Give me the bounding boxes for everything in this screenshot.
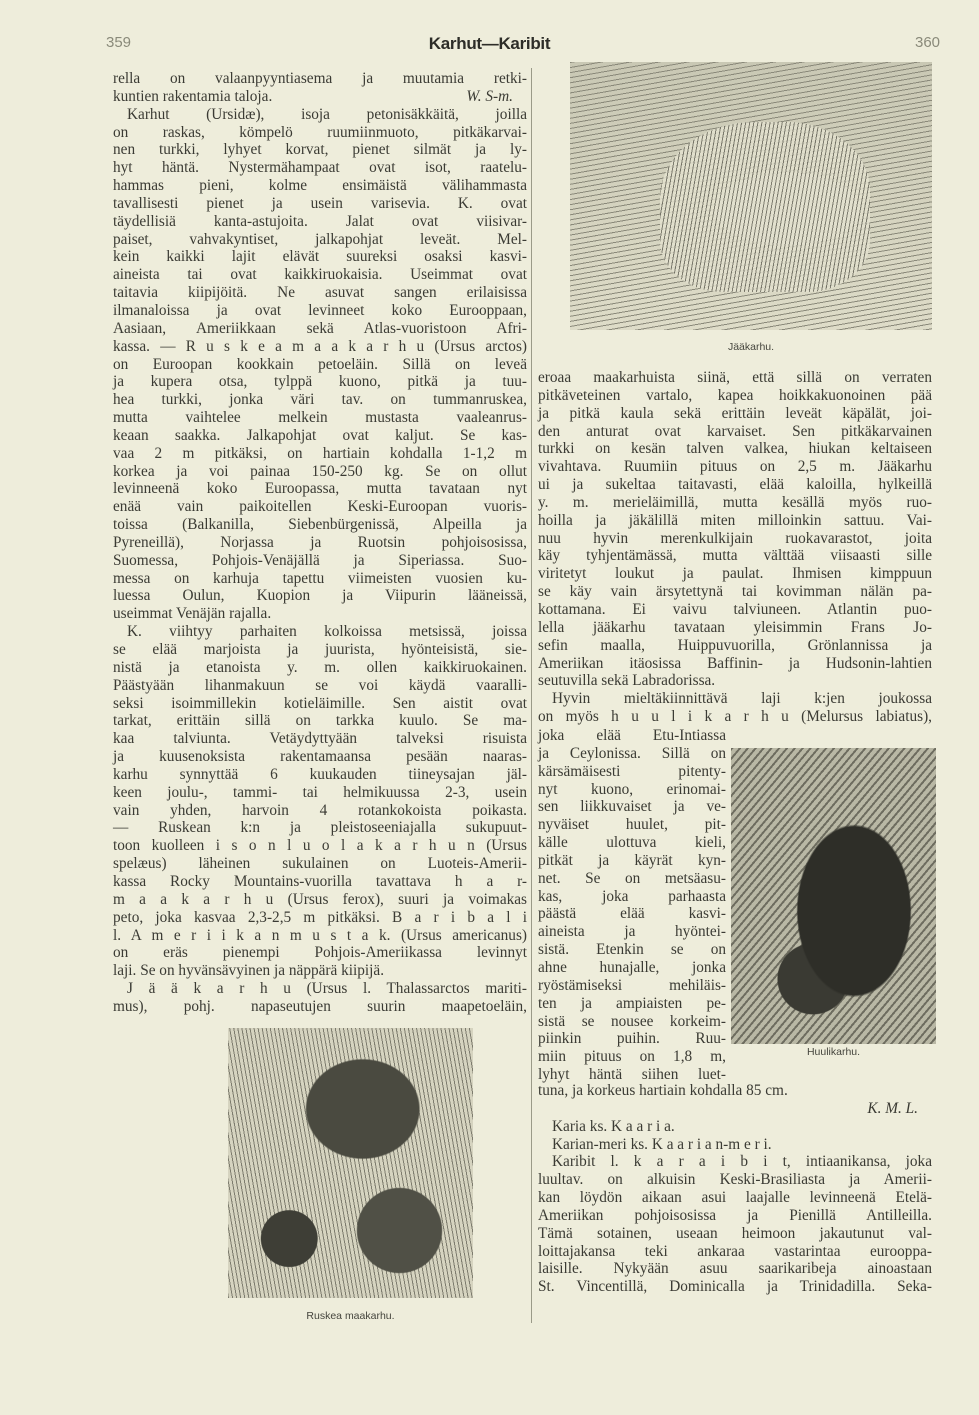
text-line: ten ja ampiaisten pe- — [538, 994, 726, 1012]
text-line: spelæus) läheinen sukulainen on Luoteis-Amerii- — [113, 855, 527, 873]
text-line: luessa Oulun, Kuopion ja Viipurin lääneissä, — [113, 587, 527, 605]
text-line: den anturat ovat karvaiset. Sen pitkäkarvainen — [538, 422, 932, 440]
text-line: on Euroopan kookkain petoeläin. Sillä on leveä — [113, 355, 527, 373]
text-line: nistä ja etanoista y. m. ollen kaikkiruokainen. — [113, 658, 527, 676]
text-line: peto, joka kasvaa 2,3-2,5 m pitkäksi. B a r i b a l i — [113, 908, 527, 926]
text-line: sistä. Etenkin se on — [538, 941, 726, 959]
text-line: useimmat Venäjän rajalla. — [113, 605, 272, 623]
text-line: net. Se on metsäasu- — [538, 869, 726, 887]
text-line: karhu synnyttää 6 kuukauden tiineysajan jäl- — [113, 765, 527, 783]
text-line: ja kuusenoksista rakentamaansa pesään naaras- — [113, 748, 527, 766]
text-line: kaa talviunta. Vetäydyttyään talveksi risuista — [113, 730, 527, 748]
running-head: Karhut—Karibit — [428, 34, 551, 53]
text-line: kan löydön aikaan asui laajalle levinneenä Etelä- — [538, 1189, 932, 1207]
polar-bear-caption: Jääkarhu. — [727, 341, 775, 353]
text-line: Aasiaan, Ameriikkaan sekä Atlas-vuoristoon Afri- — [113, 319, 527, 337]
text-line: messa on karhuja tapettu viimeisten vuosien ku- — [113, 569, 527, 587]
polar-bear-figure — [660, 122, 870, 292]
text-line: mus), pohj. napaseutujen suurin maapetoeläin, — [113, 997, 527, 1015]
text-line: päästä elää kasvi- — [538, 905, 726, 923]
text-line: lella jääkarhu tavataan yleisimmin Frans Jo- — [538, 618, 932, 636]
text-line: tavallisesti pienet ja usein varisevia. K. ovat — [113, 194, 527, 212]
text-line: luultav. on alkuisin Keski-Brasiliasta ja Amerii- — [538, 1171, 932, 1189]
text-line: ui ja sukeltaa taitavasti, elää kaloilla, hylkeillä — [538, 476, 932, 494]
text-line: turkki on kesän talven valkea, hiukan keltaiseen — [538, 440, 932, 458]
text-line: Hyvin mieltäkiinnittävä laji k:jen joukossa — [552, 690, 932, 708]
text-line: on eräs pienempi Pohjois-Ameriikassa levinnyt — [113, 944, 527, 962]
text-line: tuna, ja korkeus hartiain kohdalla 85 cm. — [538, 1082, 788, 1099]
text-line: joka elää Etu-Intiassa — [538, 727, 726, 744]
text-line: Tämä sotainen, useaan heimoon jakautunut val- — [538, 1224, 932, 1242]
text-line: Päästyään lihanmakuun se voi käydä vaaralli- — [113, 676, 527, 694]
text-line: laisille. Nykyään asuu saarikaribeja ainoastaan — [538, 1260, 932, 1278]
text-line: se elää marjoista ja juurista, hyönteisistä, sie- — [113, 641, 527, 658]
text-line: Pyreneillä), Norjassa ja Ruotsin pohjoisosissa, — [113, 533, 527, 551]
text-line: vaa 2 m pitkäksi, on hartiain kohdalla 1-1,2 m — [113, 444, 527, 462]
text-line: K. viihtyy parhaiten kolkoissa metsissä, joissa — [127, 623, 527, 641]
text-line: pitkät ja käyrät kyn- — [538, 851, 726, 869]
text-line: se käy vain ärsytettynä tai kovimman nälän pa- — [538, 583, 932, 601]
text-line: ryöstämiseksi mehiläis- — [538, 976, 726, 994]
paragraph — [113, 623, 527, 980]
text-line: ahne hunajalle, jonka — [538, 958, 726, 976]
text-line: Karibit l. k a r a i b i t, intiaanikansa, joka — [552, 1153, 932, 1171]
text-line: — Ruskean k:n ja pleistoseeniajalla sukupuut- — [113, 819, 527, 837]
text-line: nyt kuono, erinomai- — [538, 780, 726, 798]
text-line: Ameriikan pohjoisosissa ja Pienillä Antilleilla. — [538, 1206, 932, 1224]
text-line: seutuvilla sekä Labradorissa. — [538, 672, 716, 690]
text-line: Karhut (Ursidæ), isoja petonisäkkäitä, joilla — [127, 105, 527, 123]
text-line: mutta vaihtelee melkein mustasta vaaleanrus- — [113, 409, 527, 427]
text-line: korkea ja voi painaa 150-250 kg. Se on ollut — [113, 462, 527, 480]
text-line: keen joulu-, tammi- tai helmikuussa 2-3, usein — [113, 783, 527, 801]
text-line: piinkin puihin. Ruu- — [538, 1030, 726, 1048]
text-line: ja pitkä kaula sekä erittäin leveät käpälät, joi- — [538, 404, 932, 422]
brown-bear-caption: Ruskea maakarhu. — [306, 1310, 395, 1322]
text-line: kuntien rakentamia taloja. — [113, 87, 273, 105]
right-column-top — [538, 369, 932, 726]
text-line: kein kaikki lajit elävät suureksi osaksi kasvi- — [113, 248, 527, 266]
text-line: toon kuolleen i s o n l u o l a k a r h u n (Ursus — [113, 837, 527, 855]
text-line: St. Vincentillä, Dominicalla ja Trinidadilla. Seka- — [538, 1278, 932, 1296]
text-line: källe ulottuva kieli, — [538, 834, 726, 852]
left-column — [113, 70, 527, 1016]
text-line: Karian-meri ks. K a a r i a n-m e r i. — [552, 1135, 772, 1153]
text-line: täydellisiä kanta-astujoita. Jalat ovat viisivar- — [113, 212, 527, 230]
page-number-right: 360 — [915, 34, 941, 51]
text-line: ilmanaloissa ja ovat levinneet koko Eurooppaan, — [113, 301, 527, 319]
text-line: enää vain paikoitellen Keski-Euroopan vuoris- — [113, 498, 527, 516]
paragraph — [538, 1153, 932, 1296]
text-line: kärsämäisesti pitenty- — [538, 762, 726, 780]
paragraph — [538, 1136, 932, 1154]
text-line: käy tyhjentämässä, mutta välttää viisaasti sille — [538, 547, 932, 565]
column-divider — [531, 68, 532, 1323]
text-line: rella on valaanpyyntiasema ja muutamia retki- — [113, 70, 527, 87]
paragraph — [113, 980, 527, 1016]
text-line: keaan saakka. Jalkapohjat ovat kaljut. Se kas- — [113, 426, 527, 444]
text-line: sefin maalla, Huippuvuorilla, Grönlannissa ja — [538, 636, 932, 654]
text-line: kottamana. Ei vaivu talviuneen. Atlantin puo- — [538, 600, 932, 618]
text-line: hyt häntä. Nystermähampaat ovat isot, raatelu- — [113, 159, 527, 177]
text-line: ja Ceylonissa. Sillä on — [538, 744, 726, 762]
page-number-left: 359 — [106, 34, 132, 51]
text-line: paiset, vahvakyntiset, jalkapohjat leveät. Mel- — [113, 230, 527, 248]
text-line: eroaa maakarhuista siinä, että sillä on verraten — [538, 369, 932, 386]
text-line: lyhyt häntä siihen luet- — [538, 1066, 726, 1084]
right-column-bottom — [538, 1082, 932, 1296]
text-line: J ä ä k a r h u (Ursus l. Thalassarctos mariti- — [127, 980, 527, 998]
text-line: loittajakansa teki ankaraa vastarintaa eurooppa- — [538, 1242, 932, 1260]
paragraph — [113, 106, 527, 623]
text-line: Ameriikan itäosissa Baffinin- ja Hudsonin-lahtien — [538, 654, 932, 672]
text-line: hea turkki, jonka väri tav. on tummanruskea, — [113, 391, 527, 409]
text-line: vain yhden, harvoin 4 rotankokoista poikasta. — [113, 801, 527, 819]
entries — [538, 1118, 932, 1296]
text-line: laji. Se on hyvänsävyinen ja näppärä kiipijä. — [113, 962, 385, 980]
text-line: sistä se nousee korkeim- — [538, 1012, 726, 1030]
text-line: seksi isoimmillekin kotieläimille. Sen aistit ovat — [113, 694, 527, 712]
text-line: kassa. — R u s k e a m a a k a r h u (Ursus arctos) — [113, 337, 527, 355]
text-line: hoilla ja jäkälillä miten milloinkin sattuu. Vai- — [538, 511, 932, 529]
sloth-bear-illustration — [731, 748, 936, 1044]
text-line: viritetyt loukut ja paulat. Ihmisen kimppuun — [538, 565, 932, 583]
text-line: aineista ja hyöntei- — [538, 923, 726, 941]
text-line: nuu hyvin merenkulkijain ruokavarastot, joita — [538, 529, 932, 547]
text-line: Suomessa, Pohjois-Venäjällä ja Siperiassa. Suo- — [113, 551, 527, 569]
sloth-bear-caption: Huulikarhu. — [806, 1046, 861, 1058]
text-line: y. m. merieläimillä, mutta kesällä myös ruo- — [538, 493, 932, 511]
text-line: hammas pieni, kolme ensimäistä välihammasta — [113, 177, 527, 195]
right-column-narrow-text — [538, 727, 726, 1084]
paragraph — [538, 1118, 932, 1136]
text-line: nyväiset huulet, pit- — [538, 816, 726, 834]
text-line: vivahtava. Ruumiin pituus on 2,5 m. Jääkarhu — [538, 458, 932, 476]
text-line: on myös h u u l i k a r h u (Melursus labiatus), — [538, 708, 932, 726]
text-line: on raskas, kömpelö ruumiinmuoto, pitkäkarvai- — [113, 123, 527, 141]
text-line: Karia ks. K a a r i a. — [552, 1117, 675, 1135]
paragraph — [538, 369, 932, 690]
text-line: miin pituus on 1,8 m, — [538, 1048, 726, 1066]
author-signature: K. M. L. — [867, 1099, 918, 1117]
text-line: l. A m e r i i k a n m u s t a k. (Ursus americanus) — [113, 926, 527, 944]
text-line: pitkäveteinen vartalo, kapea hoikkakuonoinen pää — [538, 386, 932, 404]
text-line: toissa (Balkanilla, Siebenbürgenissä, Alpeilla ja — [113, 516, 527, 534]
text-line: taitavia kiipijöitä. Ne asuvat sangen erilaisissa — [113, 284, 527, 302]
paragraph — [538, 690, 932, 726]
text-line: sen liikkuvaiset ja ve- — [538, 798, 726, 816]
polar-bear-illustration — [570, 62, 932, 330]
brown-bear-illustration — [228, 1028, 473, 1298]
text-line: levinneenä koko Euroopassa, mutta tavataan nyt — [113, 480, 527, 498]
text-line: m a a k a r h u (Ursus ferox), suuri ja voimakas — [113, 890, 527, 908]
author-signature: W. S-m. — [466, 87, 513, 105]
text-line: kas, joka parhaasta — [538, 887, 726, 905]
text-line: ja kupera otsa, tylppä kuono, pitkä ja tuu- — [113, 373, 527, 391]
text-line: tarkat, erittäin sillä on tarkka kuulo. Se ma- — [113, 712, 527, 730]
text-line: aineista tai ovat kaikkiruokaisia. Useimmat ovat — [113, 266, 527, 284]
text-line: kassa Rocky Mountains-vuorilla tavattava h a r- — [113, 872, 527, 890]
text-line: nen turkki, lyhyet korvat, pienet silmät ja ly- — [113, 141, 527, 159]
